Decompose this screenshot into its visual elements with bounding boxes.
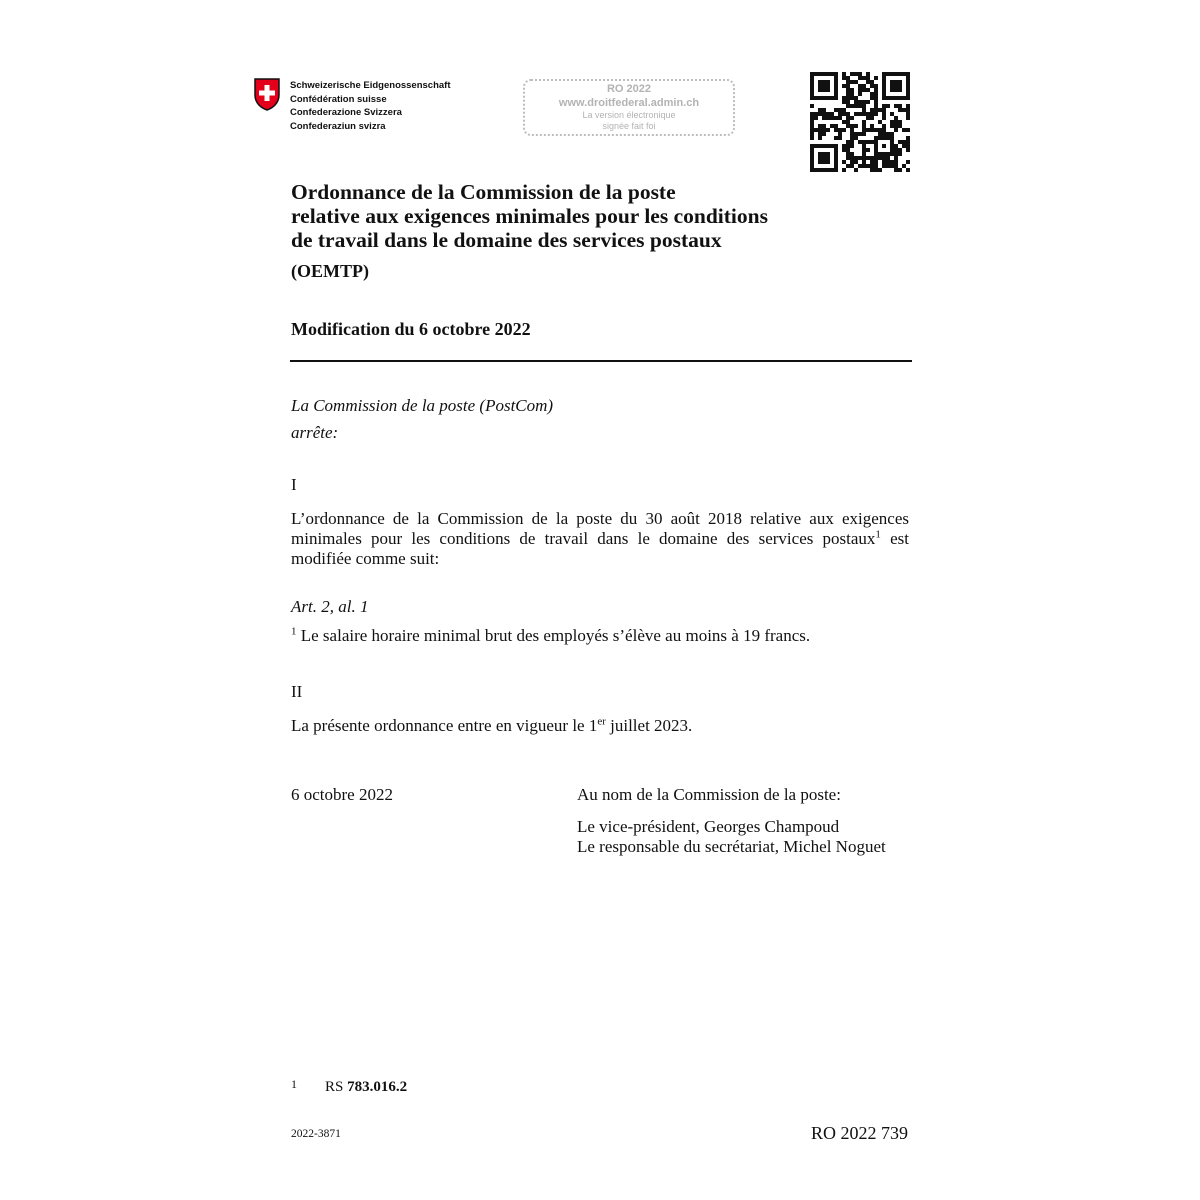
signature-date: 6 octobre 2022 <box>291 785 393 804</box>
stamp-url[interactable]: www.droitfederal.admin.ch <box>558 97 700 109</box>
title-line: relative aux exigences minimales pour les conditions <box>291 204 768 228</box>
signature-heading: Au nom de la Commission de la poste: <box>577 785 841 804</box>
federation-names <box>290 79 451 133</box>
preamble-verb: arrête: <box>291 423 339 442</box>
federation-name-fr: Confédération suisse <box>290 93 387 105</box>
modification-date: Modification du 6 octobre 2022 <box>291 319 531 339</box>
preamble-authority: La Commission de la poste (PostCom) <box>291 396 554 415</box>
signer-vice-president: Le vice-président, Georges Champoud <box>577 817 840 836</box>
document-title <box>291 180 891 252</box>
title-divider <box>290 360 912 362</box>
signer-secretariat: Le responsable du secrétariat, Michel Noguet <box>577 837 886 856</box>
ro-number: RO 2022 739 <box>811 1123 909 1143</box>
article-heading: Art. 2, al. 1 <box>291 597 369 616</box>
footnote-prefix: RS <box>325 1079 348 1095</box>
footnote-reference[interactable]: 783.016.2 <box>347 1079 408 1095</box>
section-1-paragraph <box>291 509 909 569</box>
electronic-signature-stamp <box>523 79 735 136</box>
article-body: Le salaire horaire minimal brut des employés s’élève au moins à 19 francs. <box>296 626 811 645</box>
paragraph-text-end: est modifiée comme suit: <box>291 529 909 568</box>
section-numeral-1: I <box>291 475 297 494</box>
paragraph-text: L’ordonnance de la Commission de la poste du 30 août 2018 relative aux exigences minimales pour les conditions de travail dans le domaine des services postaux <box>291 509 909 548</box>
federation-name-rm: Confederaziun svizra <box>290 120 386 132</box>
title-abbreviation: (OEMTP) <box>291 261 369 281</box>
section-numeral-2: II <box>291 682 303 701</box>
stamp-ro: RO 2022 <box>606 83 652 95</box>
qr-code-icon <box>810 72 910 172</box>
signers <box>577 817 886 857</box>
section-2-paragraph <box>291 716 692 736</box>
title-line: Ordonnance de la Commission de la poste <box>291 180 676 204</box>
entry-text-end: juillet 2023. <box>605 716 693 735</box>
stamp-note-1: La version électronique <box>582 110 676 120</box>
footnote-text <box>325 1079 407 1096</box>
swiss-cross-icon <box>253 77 281 111</box>
federation-name-it: Confederazione Svizzera <box>290 107 402 118</box>
title-line: de travail dans le domaine des services postaux <box>291 228 722 252</box>
preamble <box>291 392 553 446</box>
paragraph-number: 1 <box>291 625 297 638</box>
footnote-ref[interactable]: 1 <box>875 528 881 541</box>
article-text <box>291 626 810 646</box>
entry-text: La présente ordonnance entre en vigueur le 1 <box>291 716 598 735</box>
federation-name-de: Schweizerische Eidgenossenschaft <box>290 80 451 91</box>
stamp-note-2: signée fait foi <box>602 121 656 131</box>
ordinal-suffix: er <box>597 715 606 728</box>
footnote-number: 1 <box>291 1077 297 1091</box>
document-id: 2022-3871 <box>291 1128 341 1140</box>
